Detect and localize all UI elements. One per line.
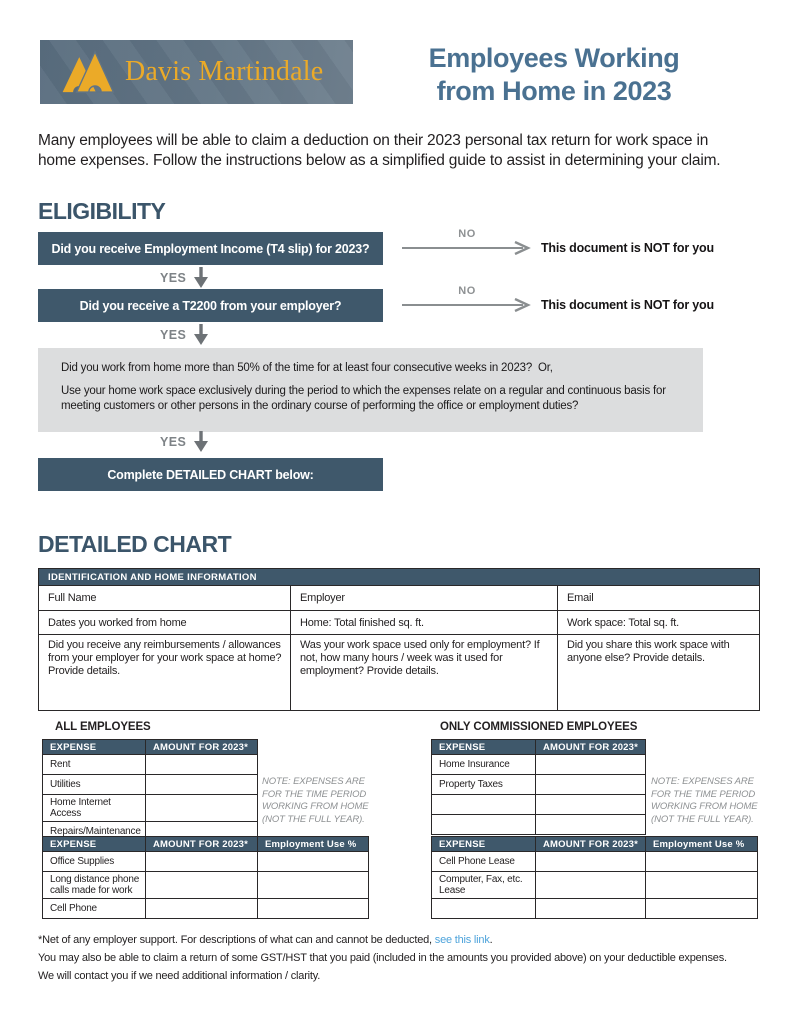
right-arrow-icon [402, 298, 532, 312]
footnote-deductions [38, 934, 493, 946]
col-employment-use: Employment Use % [646, 837, 758, 852]
criteria-box [38, 348, 703, 432]
no-label: NO [458, 285, 476, 297]
question-box-t4: Did you receive Employment Income (T4 slip) for 2023? [38, 232, 383, 265]
amount-cell [146, 755, 258, 775]
field-dates-worked: Dates you worked from home [39, 611, 291, 635]
expense-label: Repairs/Maintenance [43, 822, 146, 842]
col-employment-use: Employment Use % [258, 837, 369, 852]
col-expense: EXPENSE [43, 740, 146, 755]
criteria-line2: Use your home work space exclusively during the period to which the expenses relate on a regular and continuous basis for meeting customers or other persons in the ordinary course of performing the office or employment duties? [61, 385, 669, 412]
footnote-contact: We will contact you if we need additional information / clarity. [38, 970, 321, 982]
no-branch-1 [402, 228, 532, 255]
detailed-chart-heading: DETAILED CHART [38, 531, 232, 557]
see-this-link[interactable]: see this link [434, 934, 490, 946]
use-pct-cell [646, 872, 758, 899]
col-amount: AMOUNT FOR 2023* [536, 740, 646, 755]
footnote-suffix: . [489, 934, 493, 946]
col-amount: AMOUNT FOR 2023* [536, 837, 646, 852]
no-result-1: This document is NOT for you [541, 241, 714, 255]
col-expense: EXPENSE [432, 740, 536, 755]
expense-label: Home Insurance [432, 755, 536, 775]
intro-paragraph: Many employees will be able to claim a deduction on their 2023 personal tax return for work space in home expenses. Follow the instructions below as a simplified guide to assist in determining your claim. [38, 132, 721, 169]
field-full-name: Full Name [39, 586, 291, 611]
down-arrow-icon [193, 267, 209, 288]
yes-branch-3 [160, 431, 240, 452]
identification-table-header: IDENTIFICATION AND HOME INFORMATION [39, 569, 760, 586]
yes-branch-1 [160, 267, 240, 288]
down-arrow-icon [193, 431, 209, 452]
down-arrow-icon [193, 324, 209, 345]
col-amount: AMOUNT FOR 2023* [146, 740, 258, 755]
expenses-note-right: NOTE: EXPENSES ARE FOR THE TIME PERIOD WORKING FROM HOME (NOT THE FULL YEAR). [651, 776, 758, 825]
amount-cell [146, 899, 258, 919]
amount-cell [536, 852, 646, 872]
amount-cell [146, 795, 258, 822]
criteria-line1: Did you work from home more than 50% of the time for at least four consecutive weeks in 2023? Or, [61, 362, 553, 374]
brand-name: Davis Martindale [125, 56, 324, 87]
all-employees-basic-table [42, 739, 258, 842]
footnote-prefix: *Net of any employer support. For descriptions of what can and cannot be deducted, [38, 934, 435, 946]
footnote-gst-hst: You may also be able to claim a return of some GST/HST that you paid (included in the amounts you provided above) on your deductible expenses. [38, 952, 727, 964]
eligibility-heading: ELIGIBILITY [38, 198, 166, 224]
all-employees-title: ALL EMPLOYEES [55, 721, 151, 733]
question-box-t2200: Did you receive a T2200 from your employer? [38, 289, 383, 322]
expense-label [432, 899, 536, 919]
expense-label: Computer, Fax, etc. Lease [432, 872, 536, 899]
expense-label: Home Internet Access [43, 795, 146, 822]
col-expense: EXPENSE [432, 837, 536, 852]
expense-label: Rent [43, 755, 146, 775]
field-employer: Employer [291, 586, 558, 611]
amount-cell [146, 852, 258, 872]
commissioned-employees-title: ONLY COMMISSIONED EMPLOYEES [440, 721, 638, 733]
col-amount: AMOUNT FOR 2023* [146, 837, 258, 852]
commissioned-use-table [431, 836, 758, 919]
expense-label: Long distance phone calls made for work [43, 872, 146, 899]
amount-cell [536, 755, 646, 775]
amount-cell [536, 795, 646, 815]
expense-label: Property Taxes [432, 775, 536, 795]
yes-label: YES [160, 327, 187, 342]
no-result-2: This document is NOT for you [541, 298, 714, 312]
expense-label: Office Supplies [43, 852, 146, 872]
page-title-line1: Employees Working [428, 43, 680, 73]
davis-martindale-monogram-icon [60, 50, 116, 94]
use-pct-cell [646, 899, 758, 919]
no-label: NO [458, 228, 476, 240]
expense-label: Cell Phone Lease [432, 852, 536, 872]
field-workspace-sqft: Work space: Total sq. ft. [558, 611, 760, 635]
expense-label [432, 795, 536, 815]
amount-cell [536, 872, 646, 899]
yes-label: YES [160, 434, 187, 449]
field-home-sqft: Home: Total finished sq. ft. [291, 611, 558, 635]
use-pct-cell [258, 899, 369, 919]
all-employees-use-table [42, 836, 369, 919]
field-reimbursements: Did you receive any reimbursements / allowances from your employer for your work space at home? Provide details. [39, 635, 291, 711]
amount-cell [536, 775, 646, 795]
amount-cell [536, 899, 646, 919]
amount-cell [536, 815, 646, 835]
col-expense: EXPENSE [43, 837, 146, 852]
expense-label [432, 815, 536, 835]
yes-label: YES [160, 270, 187, 285]
expenses-note-left: NOTE: EXPENSES ARE FOR THE TIME PERIOD WORKING FROM HOME (NOT THE FULL YEAR). [262, 776, 369, 825]
right-arrow-icon [402, 241, 532, 255]
amount-cell [146, 872, 258, 899]
use-pct-cell [646, 852, 758, 872]
identification-table [38, 568, 760, 711]
use-pct-cell [258, 872, 369, 899]
page-title-line2: from Home in 2023 [436, 76, 672, 106]
field-workspace-usage: Was your work space used only for employment? If not, how many hours / week was it used for employment? Provide details. [291, 635, 558, 711]
field-email: Email [558, 586, 760, 611]
expense-label: Cell Phone [43, 899, 146, 919]
use-pct-cell [258, 852, 369, 872]
yes-branch-2 [160, 324, 240, 345]
no-branch-2 [402, 285, 532, 312]
company-logo [40, 40, 353, 104]
commissioned-basic-table [431, 739, 646, 835]
expense-label: Utilities [43, 775, 146, 795]
page-title [388, 42, 720, 108]
amount-cell [146, 775, 258, 795]
complete-chart-box: Complete DETAILED CHART below: [38, 458, 383, 491]
field-shared-workspace: Did you share this work space with anyone else? Provide details. [558, 635, 760, 711]
